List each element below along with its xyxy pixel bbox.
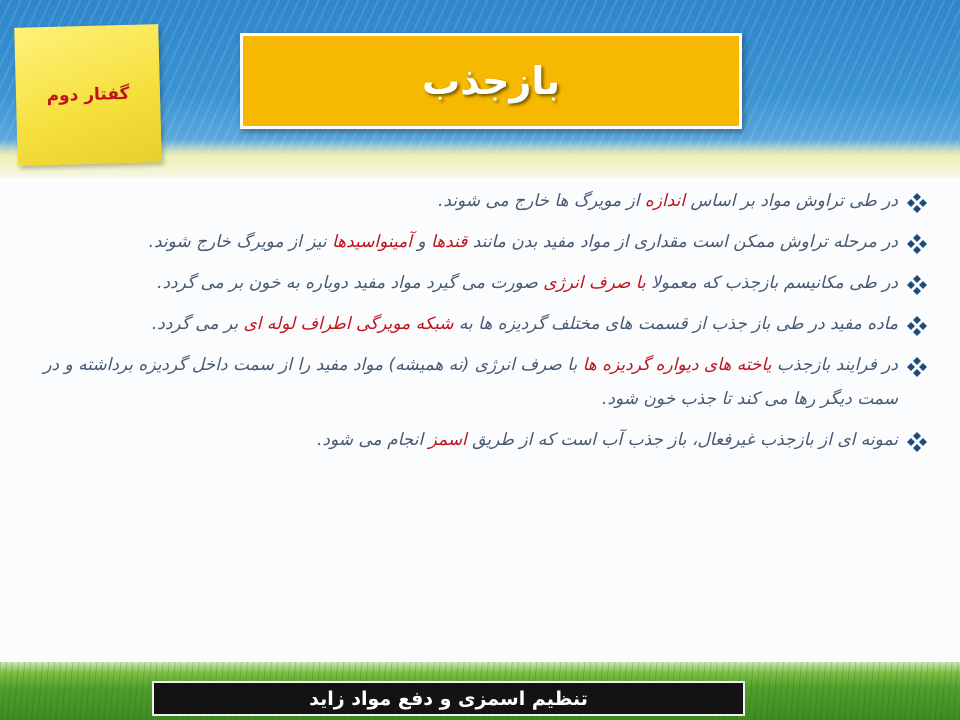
bullet-item <box>36 423 928 457</box>
bullet-highlight: اندازه <box>644 191 686 211</box>
bullet-item <box>36 348 928 416</box>
bullet-text: از مویرگ ها خارج می شوند. <box>437 191 645 211</box>
bullet-text: نمونه ای از بازجذب غیرفعال، باز جذب آب است که از طریق <box>466 430 898 450</box>
bullet-highlight: آمینواسیدها <box>331 232 412 252</box>
bullet-item <box>36 307 928 341</box>
bullet-highlight: اسمز <box>428 430 467 450</box>
bullet-text: در فرایند بازجذب <box>771 355 898 375</box>
slide-title: بازجذب <box>422 59 560 103</box>
title-banner <box>240 33 742 129</box>
chapter-title: تنظیم اسمزی و دفع مواد زاید <box>309 687 588 710</box>
bullet-text: و <box>412 232 432 252</box>
bullet-highlight: با صرف انرژی <box>543 273 646 293</box>
bullet-text: بر می گردد. <box>151 314 244 334</box>
bullet-text: در طی مکانیسم بازجذب که معمولا <box>645 273 898 293</box>
diamond-cluster-icon <box>906 431 928 453</box>
section-sticky-note <box>14 24 162 166</box>
bullet-text: در مرحله تراوش ممکن است مقداری از مواد مفید بدن مانند <box>467 232 898 252</box>
diamond-cluster-icon <box>906 233 928 255</box>
bullet-highlight: شبکه مویرگی اطراف لوله ای <box>243 314 454 334</box>
bullet-text: انجام می شود. <box>316 430 429 450</box>
diamond-cluster-icon <box>906 315 928 337</box>
bullet-highlight: قندها <box>431 232 468 252</box>
diamond-cluster-icon <box>906 192 928 214</box>
diamond-cluster-icon <box>906 274 928 296</box>
diamond-cluster-icon <box>906 356 928 378</box>
bullet-text: نیز از مویرگ خارج شوند. <box>148 232 332 252</box>
bullet-text: با صرف انرژی (نه همیشه) مواد مفید را از سمت داخل گردیزه برداشته و در سمت دیگر رها می کند تا جذب خون شود. <box>43 355 898 409</box>
bullet-text: ماده مفید در طی باز جذب از قسمت های مختلف گردیزه ها به <box>453 314 898 334</box>
bullet-list <box>36 184 928 464</box>
bullet-item <box>36 225 928 259</box>
bullet-highlight: یاخته های دیواره گردیزه ها <box>582 355 772 375</box>
section-label: گفتار دوم <box>46 83 130 107</box>
bullet-text: صورت می گیرد مواد مفید دوباره به خون بر می گردد. <box>157 273 544 293</box>
bullet-text: در طی تراوش مواد بر اساس <box>685 191 898 211</box>
bullet-item <box>36 266 928 300</box>
footer-banner <box>152 681 745 716</box>
bullet-item <box>36 184 928 218</box>
